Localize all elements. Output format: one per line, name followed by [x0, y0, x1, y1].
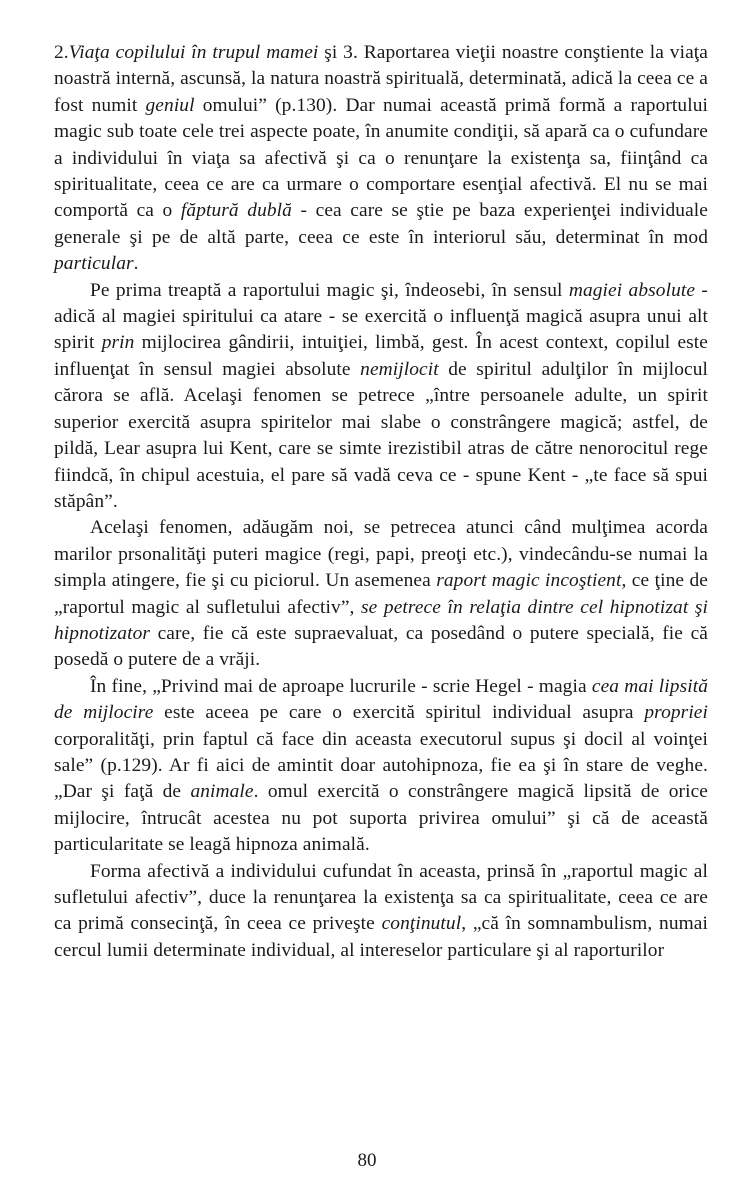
italic-run: se petrece în relaţia dintre cel hipnotizat şi hipnotizator	[54, 596, 708, 644]
italic-run: făptură dublă	[180, 200, 292, 222]
text-run: care, fie că este supraevaluat, ca posedând o putere specială, fie că posedă o putere de a vrăji.	[54, 622, 708, 671]
text-run: este aceea pe care o exercită spiritul individual asupra	[153, 702, 645, 724]
text-run: - adică al magiei spiritului ca atare - se exercită o influenţă magică asupra unui alt spirit	[54, 279, 708, 354]
italic-run: propriei	[644, 702, 708, 724]
italic-run: geniul	[145, 94, 195, 116]
paragraph-3	[54, 515, 708, 673]
italic-run: cea mai lipsită de mijlocire	[54, 675, 708, 724]
text-run: 2.	[54, 42, 69, 63]
italic-run: magiei absolute	[568, 279, 696, 301]
text-run: mijlocirea gândirii, intuiţiei, limbă, gest. În acest context, copilul este influenţat în sensul magiei absolute	[54, 332, 708, 380]
text-run: şi 3. Raportarea vieţii noastre conştiente la viaţa noastră internă, ascunsă, la natura noastră spirituală, determinată, adică la ceea ce a fost numit	[54, 42, 708, 116]
text-run: Pe prima treaptă a raportului magic şi, îndeosebi, în sensul	[90, 279, 569, 301]
text-run: . omul exercită o constrângere magică lipsită de orice mijlocire, întrucât acestea nu pot suporta privirea omului” şi că de această particularitate se leagă hipnoza animală.	[54, 781, 708, 856]
text-run: de spiritul adulţilor în mijlocul cărora se află. Acelaşi fenomen se petrece „între persoanele adulte, un spirit superior exercită asupra spiritelor mai slabe o constrângere magică; astfel, de pildă, Lear asupra lui Kent, care se simte irezistibil atras de către nenorocitul rege fiindcă, în chipul acestuia, el pare să vadă ceva ce - spune Kent - „te face să spui stăpân”.	[54, 358, 708, 512]
paragraph-4	[54, 674, 708, 859]
page-number: 80	[357, 1150, 377, 1171]
italic-run: particular	[54, 253, 134, 275]
paragraph-5	[54, 859, 708, 965]
text-run: Forma afectivă a individului cufundat în aceasta, prinsă în „raportul magic al sufletului afectiv”, duce la renunţarea la existenţa sa ca spiritualitate, ceea ce are ca primă consecinţă, în ceea ce priveşte	[54, 860, 708, 935]
italic-run: nemijlocit	[360, 358, 439, 380]
text-run: corporalităţi, prin faptul că face din aceasta executorul supus şi docil al voinţei sale” (p.129). Ar fi aici de amintit doar autohipnoza, fie ea şi în stare de veghe. „Dar şi faţă de	[54, 728, 708, 803]
text-run: Acelaşi fenomen, adăugăm noi, se petrecea atunci când mulţimea acorda marilor prsonalităţi puteri magice (regi, papi, preoţi etc.), vindecându-se numai la simpla atingere, fie şi cu piciorul. Un asemenea	[54, 517, 708, 592]
text-run: - cea care se ştie pe baza experienţei individuale generale şi pe de altă parte, ceea ce este în interiorul său, determinat în mod	[54, 200, 708, 248]
page-body	[54, 40, 708, 964]
text-run: .	[133, 253, 139, 275]
text-run: , „că în somnambulism, numai cercul lumii determinate individual, al intereselor particulare şi al raporturilor	[54, 913, 708, 961]
text-run: În fine, „Privind mai de aproape lucrurile - scrie Hegel - magia	[90, 675, 592, 697]
text-run: , ce ţine de „raportul magic al sufletului afectiv”,	[54, 570, 708, 618]
italic-run: animale	[190, 781, 254, 803]
italic-run: Viaţa copilului în trupul mamei	[68, 42, 319, 63]
italic-run: prin	[101, 332, 135, 354]
text-run: omului” (p.130). Dar numai această primă formă a raportului magic sub toate cele trei aspecte poate, în anumite condiţii, să apară ca o cufundare a individului în viaţa sa afectivă şi ca o renunţare la existenţa sa, fiinţând ca spiritualitate, ceea ce are ca urmare o comportare esenţial afectivă. El nu se mai comportă ca o	[54, 94, 708, 222]
italic-run: raport magic incoştient	[436, 570, 622, 592]
paragraph-1	[54, 40, 708, 278]
italic-run: conţinutul	[381, 913, 462, 935]
paragraph-2	[54, 278, 708, 516]
